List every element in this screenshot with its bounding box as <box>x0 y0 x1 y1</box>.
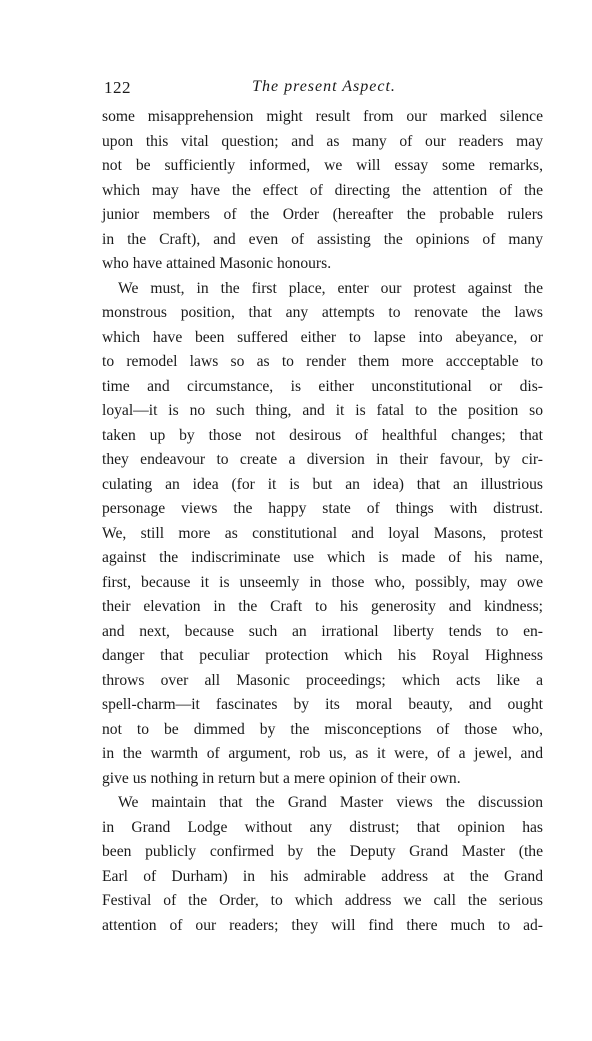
text-line: they endeavour to create a diversion in their favour, by cir- <box>102 451 543 468</box>
text-line: culating an idea (for it is but an idea) that an illustrious <box>102 475 543 493</box>
text-line: been publicly confirmed by the Deputy Grand Master (the <box>102 843 543 860</box>
text-line: We must, in the first place, enter our protest against the <box>118 279 543 297</box>
text-line: spell-charm—it fascinates by its moral beauty, and ought <box>102 696 543 713</box>
text-line: throws over all Masonic proceedings; which acts like a <box>102 671 543 689</box>
text-line: in Grand Lodge without any distrust; that opinion has <box>102 818 543 836</box>
text-line: give us nothing in return but a mere opinion of their own. <box>102 769 461 787</box>
running-title: The present Aspect. <box>252 78 396 95</box>
text-line: in the warmth of argument, rob us, as it were, of a jewel, and <box>102 745 543 762</box>
text-line: monstrous position, that any attempts to renovate the laws <box>102 304 543 321</box>
body-text <box>102 105 543 938</box>
text-line: upon this vital question; and as many of our readers may <box>102 132 543 150</box>
text-line: not be sufficiently informed, we will essay some remarks, <box>102 157 543 174</box>
text-line: We maintain that the Grand Master views the discussion <box>118 794 543 811</box>
text-line: loyal—it is no such thing, and it is fatal to the position so <box>102 402 543 419</box>
text-line: which have been suffered either to lapse into abeyance, or <box>102 328 543 346</box>
text-line: not to be dimmed by the misconceptions of those who, <box>102 720 543 738</box>
text-line: who have attained Masonic honours. <box>102 255 332 272</box>
text-line: Festival of the Order, to which address we call the serious <box>102 892 543 909</box>
text-line: danger that peculiar protection which his Royal Highness <box>102 647 543 664</box>
text-line: personage views the happy state of things with distrust. <box>102 500 543 517</box>
text-line: to remodel laws so as to render them more accceptable to <box>102 353 543 370</box>
text-line: junior members of the Order (hereafter the probable rulers <box>102 206 543 223</box>
text-line: first, because it is unseemly in those who, possibly, may owe <box>102 573 543 591</box>
text-line: which may have the effect of directing the attention of the <box>102 181 543 199</box>
text-line: against the indiscriminate use which is made of his name, <box>102 549 543 566</box>
text-line: taken up by those not desirous of healthful changes; that <box>102 426 543 444</box>
text-line: We, still more as constitutional and loyal Masons, protest <box>102 524 543 542</box>
text-line: Earl of Durham) in his admirable address at the Grand <box>102 867 543 885</box>
text-line: time and circumstance, is either unconstitutional or dis- <box>102 377 543 395</box>
text-line: attention of our readers; they will find there much to ad- <box>102 916 543 934</box>
page-header <box>104 78 544 102</box>
text-line: their elevation in the Craft to his generosity and kindness; <box>102 598 543 615</box>
text-line: and next, because such an irrational liberty tends to en- <box>102 622 543 640</box>
text-line: some misapprehension might result from our marked silence <box>102 108 543 125</box>
text-line: in the Craft), and even of assisting the opinions of many <box>102 230 543 248</box>
page-number: 122 <box>104 78 131 97</box>
